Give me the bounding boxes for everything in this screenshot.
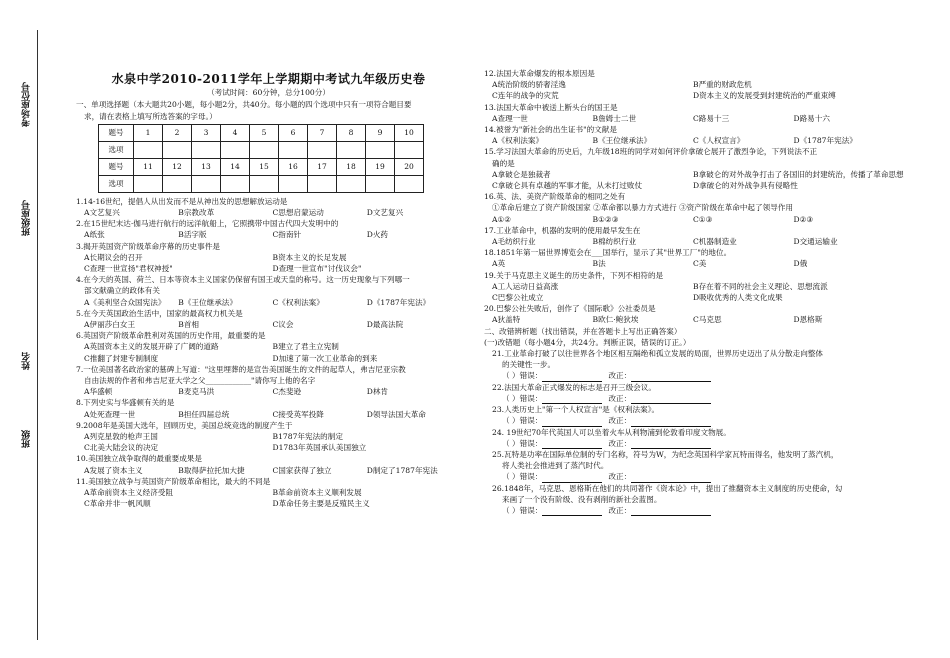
table-cell: 20 [395,158,424,175]
answer-cell[interactable] [337,141,366,158]
option[interactable]: B首相 [178,320,200,330]
question-text: 6.英国资产阶级革命胜利对英国的历史作用，最重要的是 [76,331,266,341]
option[interactable]: D最高法院 [366,320,404,330]
left-question-list [76,196,461,510]
judge-label: （ ）错误： [502,416,543,426]
option[interactable]: A①② [492,214,512,224]
answer-cell[interactable] [395,141,424,158]
option[interactable]: D领导法国大革命 [366,409,426,419]
answer-cell[interactable] [279,175,308,192]
question-text: 10.美国独立战争取得的最重要成果是 [76,454,202,464]
option[interactable]: A处死查理一世 [84,409,136,419]
option[interactable]: B担任四届总统 [178,409,230,419]
option[interactable]: A毛纺织行业 [492,237,536,247]
judge-label: （ ）错误： [502,472,543,482]
option[interactable]: B宗教改革 [178,208,215,218]
binding-label-class-no: 班级座号 [22,200,32,236]
exam-title: 水泉中学2010-2011学年上学期期中考试九年级历史卷 [111,72,426,86]
fix-label: 改正： [608,438,632,448]
option-row [76,409,461,420]
option[interactable]: A长期议会的召开 [84,252,143,262]
section1-title: 一、单项选择题（本大题共20小题，每小题2分，共40分。每小题的四个选项中只有一项符合题目要 [76,100,412,110]
option[interactable]: C机器制造业 [693,237,737,247]
option-row [76,252,461,263]
option[interactable]: A英国资本主义的发展开辟了广阔的道路 [84,342,219,352]
fix-blank[interactable] [631,440,711,449]
table-cell: 2 [163,124,192,141]
option[interactable]: C议会 [272,320,294,330]
judge-label: （ ）错误： [502,371,543,381]
option[interactable]: C巴黎公社成立 [492,293,544,303]
option-row [76,319,461,330]
error-blank[interactable] [542,373,602,382]
question-text: 16.英、法、美资产阶级革命的相同之处有 [484,192,626,202]
option[interactable]: A查理一世 [492,113,528,123]
option-row [484,169,904,180]
option[interactable]: C思想启蒙运动 [272,208,324,218]
answer-cell[interactable] [221,141,250,158]
option-row [76,498,461,509]
correction-question: 26.1848年，马克思、恩格斯在他们的共同著作《资本论》中，提出了推翻资本主义制度的历史使命，勾 [492,483,843,493]
answer-cell[interactable] [192,175,221,192]
table-cell: 11 [134,158,163,175]
question-text: 19.关于马克思主义诞生的历史条件，下列不相符的是 [484,270,664,280]
option[interactable]: B革命前资本主义顺利发展 [272,488,362,498]
answer-cell[interactable] [192,141,221,158]
option[interactable]: A拿破仑是独裁者 [492,169,551,179]
fix-blank[interactable] [631,474,711,483]
option[interactable]: D路易十六 [793,113,830,123]
option-row [484,180,894,191]
left-column [76,68,461,510]
binding-label-seat: 考场座位号 [22,82,32,127]
option[interactable]: D文艺复兴 [366,208,404,218]
option-row [484,314,894,325]
option[interactable]: A《权利法案》 [492,136,544,146]
correction-question-list [484,348,894,516]
option-row [484,79,894,90]
table-cell: 12 [163,158,192,175]
option-row [76,487,461,498]
binding-line [37,30,38,640]
option[interactable]: B严重的财政危机 [693,80,752,90]
error-blank[interactable] [542,507,602,516]
option[interactable]: A发展了资本主义 [84,465,143,475]
option[interactable]: D交通运输业 [793,237,838,247]
option[interactable]: D拿破仑的对外战争具有侵略性 [693,181,798,191]
fix-label: 改正： [608,472,632,482]
answer-line [484,438,894,449]
fix-blank[interactable] [631,418,711,427]
answer-cell[interactable] [366,141,395,158]
option-row [76,442,461,453]
table-label-no: 题号 [99,158,134,175]
correction-question: 21.工业革命打破了以往世界各个地区相互隔绝和孤立发展的局面，世界历史迈出了从分散走向整体 [492,349,824,359]
option[interactable]: A狄盖特 [492,315,521,325]
option-row [76,386,461,397]
exam-subtitle: （考试时间：60分钟，总分100分） [207,88,330,98]
answer-cell[interactable] [250,141,279,158]
answer-cell[interactable] [308,141,337,158]
option[interactable]: D林肯 [366,387,389,397]
table-cell: 18 [337,158,366,175]
correction-question: 25.瓦特是功率在国际单位制的专门名称，符号为W，为纪念英国科学家瓦特而得名，他发明了蒸汽机， [492,449,839,459]
question-text: 2.在15世纪末达·伽马进行航行的远洋航船上，它照携带中国古代四大发明中的 [76,219,339,229]
table-cell: 6 [279,124,308,141]
option[interactable]: C北美大陆会议的决定 [84,443,159,453]
option[interactable]: D加速了第一次工业革命的到来 [272,353,378,363]
option-row [76,431,461,442]
option[interactable]: A华盛顿 [84,387,113,397]
question-text: 13.法国大革命中被送上断头台的国王是 [484,102,618,112]
option[interactable]: B《王位继承法》 [592,136,652,146]
option[interactable]: C接受英军投降 [272,409,324,419]
fix-label: 改正： [608,393,632,403]
question-text-cont: 自由法规的作者和弗吉尼亚大学之父____________"请你写上他的名字 [84,376,316,386]
question-text: 9.2008年是美国大选年，回顾历史，美国总统竞选的制度产生于 [76,420,293,430]
right-column [484,68,904,516]
option-row [484,236,894,247]
answer-line [484,393,894,404]
table-cell: 8 [337,124,366,141]
question-text: 8.下列史实与华盛顿有关的是 [76,398,175,408]
error-blank[interactable] [542,395,602,404]
option[interactable]: B拿破仑的对外战争打击了各国旧的封建统治，传播了革命思想 [693,169,904,179]
option[interactable]: A伊丽莎白女王 [84,320,136,330]
judge-label: （ ）错误： [502,505,543,515]
option[interactable]: C美 [693,259,707,269]
section1-title-cont: 求，请在表格上填写所选答案的字母。） [84,111,217,121]
option[interactable]: D俄 [793,259,808,269]
option[interactable]: B①②③ [592,214,619,224]
option-row [76,341,461,352]
answer-cell[interactable] [163,175,192,192]
question-text: 7.一位美国著名政治家的墓碑上写道："这里埋葬的是宣告美国诞生的文件的起草人，弗吉尼亚宗教 [76,364,406,374]
question-text: 18.1851年第一届世界博览会在___国举行，显示了其"世界工厂"的地位。 [484,248,732,258]
question-text: 11.美国独立战争与英国资产阶级革命相比，最大的不同是 [76,476,271,486]
option-row [484,90,894,101]
option[interactable]: B詹姆士二世 [592,113,637,123]
option[interactable]: B取得萨拉托加大捷 [178,465,245,475]
option-row [76,229,461,240]
option[interactable]: A统治阶级的骄奢淫逸 [492,80,566,90]
correction-question: 24. 19世纪70年代英国人可以坐着火车从利物浦到伦敦看印度文物展。 [492,427,731,437]
answer-line [484,505,894,516]
option[interactable]: C连年的战争的灾荒 [492,91,559,101]
answer-cell[interactable] [163,141,192,158]
fix-label: 改正： [608,371,632,381]
answer-cell[interactable] [366,175,395,192]
answer-line [484,415,894,426]
answer-cell[interactable] [134,141,163,158]
answer-cell[interactable] [308,175,337,192]
option[interactable]: C国家获得了独立 [272,465,332,475]
option[interactable]: B麦克马洪 [178,387,215,397]
table-label-no: 题号 [99,124,134,141]
option-row [484,113,894,124]
option[interactable]: C马克思 [693,315,722,325]
fix-blank[interactable] [631,507,711,516]
table-label-ans: 选项 [99,141,134,158]
option[interactable]: D资本主义的发展受到封建统治的严重束缚 [693,91,836,101]
option[interactable]: C革命并非一帆风顺 [84,499,151,509]
fix-label: 改正： [608,416,632,426]
option[interactable]: C路易十三 [693,113,730,123]
question-text: 1.14-16世纪，提倡人从出发而不是从神出发的思想解放运动是 [76,196,288,206]
correction-question-cont: 来画了一个没有阶级、没有剥削的新社会蓝图。 [502,494,662,504]
table-cell: 16 [279,158,308,175]
table-cell: 14 [221,158,250,175]
question-text: 5.在今天英国政治生活中，国家的最高权力机关是 [76,308,243,318]
option-row [484,214,894,225]
option[interactable]: B欧仁·鲍狄埃 [592,315,639,325]
option[interactable]: D查理一世宣布"讨伐议会" [272,264,362,274]
option-row [76,297,461,308]
question-text: 3.揭开英国资产阶级革命序幕的历史事件是 [76,241,220,251]
fix-blank[interactable] [631,395,711,404]
option[interactable]: D吸收优秀的人类文化成果 [693,293,783,303]
option[interactable]: A工人运动日益高涨 [492,281,559,291]
table-cell: 4 [221,124,250,141]
binding-label-name: 姓名 [22,352,32,370]
option[interactable]: A革命前资本主义经济受阻 [84,488,174,498]
option-row [76,263,461,274]
option[interactable]: D制定了1787年宪法 [366,465,438,475]
option-row [484,258,894,269]
table-cell: 1 [134,124,163,141]
judge-label: （ ）错误： [502,393,543,403]
section2-title: 二、改错辨析题（找出错误，并在答题卡上写出正确答案） [484,326,682,336]
option[interactable]: B存在着不同的社会主义理论、思想流派 [693,281,828,291]
question-text: 17.工业革命中，机器的发明的使用最早发生在 [484,225,641,235]
question-text: 20.巴黎公社失败后，创作了《国际歌》公社委员是 [484,304,656,314]
option[interactable]: C《权利法案》 [272,297,324,307]
option[interactable]: D《1787年宪法》 [793,136,857,146]
option-row [484,281,894,292]
table-cell: 3 [192,124,221,141]
option[interactable]: B《王位继承法》 [178,297,237,307]
question-text-cont: 部文献确立的政体有关 [84,286,160,296]
option[interactable]: B资本主义的长足发展 [272,252,347,262]
table-cell: 13 [192,158,221,175]
question-text: 4.在今天的英国、荷兰、日本等资本主义国家仍保留有国王或天皇的称号。这一历史现象与下列哪一 [76,275,410,285]
error-blank[interactable] [542,440,602,449]
right-question-list [484,68,904,326]
correction-question: 22.法国大革命正式爆发的标志是召开三级会议。 [492,382,656,392]
question-text: 12.法国大革命爆发的根本原因是 [484,69,595,78]
section2-subtitle: (一)改错题（每小题4分，共24分。判断正误，错误的订正。） [484,337,691,347]
option[interactable]: C推翻了封建专制制度 [84,353,159,363]
option[interactable]: C查理一世宣扬"君权神授" [84,264,173,274]
option[interactable]: C①③ [693,214,713,224]
error-blank[interactable] [542,418,602,427]
option-row [484,292,894,303]
table-cell: 9 [366,124,395,141]
option[interactable]: A列克星敦的枪声王国 [84,432,158,442]
option[interactable]: D革命任务主要是反殖民主义 [272,499,370,509]
question-text: 15.学习法国大革命的历史后，九年级18班的同学对如何评价拿破仑展开了激烈争论，下列说法不正 [484,147,818,157]
option[interactable]: B棉纺织行业 [592,237,637,247]
correction-question-cont: 的关键性一步。 [502,360,556,370]
option[interactable]: B法 [592,259,606,269]
option[interactable]: C指南针 [272,230,302,240]
answer-cell[interactable] [279,141,308,158]
table-cell: 19 [366,158,395,175]
question-text-cont: ①革命后建立了资产阶级国家 ②革命都以暴力方式进行 ③资产阶级在革命中起了领导作用 [492,203,793,213]
option-row [76,465,461,476]
table-cell: 10 [395,124,424,141]
option[interactable]: B建立了君主立宪制 [272,342,339,352]
answer-cell[interactable] [250,175,279,192]
table-cell: 15 [250,158,279,175]
option-row [76,353,461,364]
table-cell: 5 [250,124,279,141]
answer-cell[interactable] [221,175,250,192]
option[interactable]: A《美利坚合众国宪法》 [84,297,166,307]
option[interactable]: B活字版 [178,230,207,240]
option[interactable]: C拿破仑具有卓越的军事才能，从未打过败仗 [492,181,643,191]
judge-label: （ ）错误： [502,438,543,448]
option-row [76,207,461,218]
option[interactable]: C杰斐逊 [272,387,302,397]
fix-label: 改正： [608,505,632,515]
correction-question: 23.人类历史上"第一个人权宣言"是《权利法案》。 [492,405,660,415]
answer-line [484,471,894,482]
binding-label-class: 班级 [22,430,32,448]
option[interactable]: D②③ [793,214,814,224]
question-text: 14.被誉为"新社会的出生证书"的文献是 [484,125,617,135]
option[interactable]: A纸张 [84,230,105,240]
option[interactable]: A文艺复兴 [84,208,120,218]
answer-cell[interactable] [134,175,163,192]
option[interactable]: D《1787年宪法》 [366,297,431,307]
error-blank[interactable] [542,474,602,483]
correction-question-cont: 将人类社会推进到了蒸汽时代。 [502,461,609,471]
question-text-cont: 确的是 [492,158,515,168]
option-row [484,135,894,146]
option[interactable]: D恩格斯 [793,315,823,325]
answer-table [98,124,424,193]
fix-blank[interactable] [631,373,711,382]
answer-cell[interactable] [395,175,424,192]
option[interactable]: C《人权宣言》 [693,136,745,146]
answer-cell[interactable] [337,175,366,192]
option[interactable]: A英 [492,259,506,269]
table-label-ans: 选项 [99,175,134,192]
option[interactable]: B1787年宪法的制定 [272,432,343,442]
answer-line [484,370,894,381]
table-cell: 7 [308,124,337,141]
option[interactable]: D火药 [366,230,389,240]
table-cell: 17 [308,158,337,175]
option[interactable]: D1783年英国承认美国独立 [272,443,367,453]
